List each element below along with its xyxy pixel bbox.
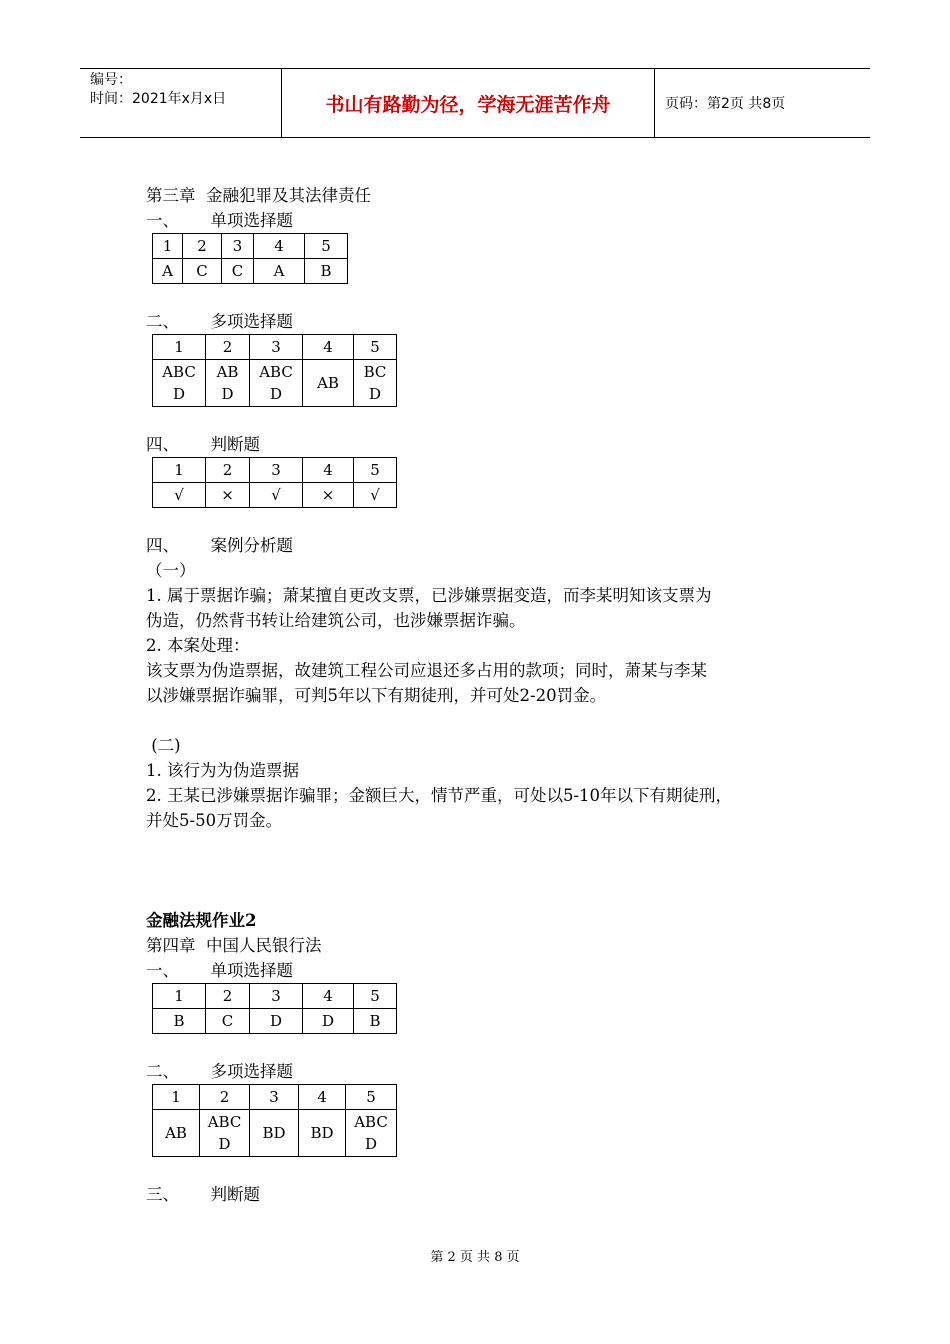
table-cell: D [303, 1009, 354, 1034]
spacer [146, 858, 826, 883]
table-cell: B [354, 1009, 397, 1034]
table-cell [346, 1110, 397, 1157]
table-cell: √ [354, 483, 397, 508]
table-cell: D [250, 1009, 303, 1034]
cell-line: ABC [162, 363, 196, 381]
case-paragraph: 2. 本案处理： [146, 636, 250, 655]
ch4-multi-table [152, 1084, 397, 1157]
page-footer: 第 2 页 共 8 页 [430, 1250, 520, 1265]
case-part2-label: (二) [146, 736, 181, 755]
table-cell: B [153, 1009, 206, 1034]
table-row [153, 1009, 397, 1034]
spacer [146, 708, 826, 733]
table-cell: × [206, 483, 250, 508]
ch3-single-heading: 一、 单项选择题 [146, 211, 293, 230]
table-cell: 3 [250, 984, 303, 1009]
table-cell [200, 1110, 250, 1157]
table-cell [303, 360, 354, 407]
table-cell: C [222, 259, 254, 284]
case-part1-label: （一） [146, 561, 196, 580]
ch3-judge-heading: 四、 判断题 [146, 435, 260, 454]
cell-line: D [269, 385, 283, 403]
table-cell: 2 [206, 335, 250, 360]
table-cell: 3 [250, 335, 303, 360]
ch3-multi-table [152, 334, 397, 407]
table-cell: 5 [305, 234, 348, 259]
case-heading: 四、 案例分析题 [146, 536, 293, 555]
ch4-multi-heading: 二、 多项选择题 [146, 1062, 293, 1081]
ch4-single-heading: 一、 单项选择题 [146, 961, 293, 980]
table-cell: C [206, 1009, 250, 1034]
case-paragraph: 以涉嫌票据诈骗罪，可判5年以下有期徒刑，并可处2-20罚金。 [146, 686, 607, 705]
ch3-single-table [152, 233, 348, 284]
table-cell: 4 [303, 458, 354, 483]
cell-line: BD [262, 1124, 286, 1142]
table-cell [354, 360, 397, 407]
spacer [146, 883, 826, 908]
case-paragraph: 并处5-50万罚金。 [146, 811, 283, 830]
table-cell: 1 [153, 234, 183, 259]
table-cell: 5 [354, 458, 397, 483]
spacer [146, 1157, 826, 1182]
table-cell: 1 [153, 984, 206, 1009]
spacer [146, 1034, 826, 1059]
cell-line: D [172, 385, 186, 403]
case-paragraph: 伪造，仍然背书转让给建筑公司，也涉嫌票据诈骗。 [146, 611, 526, 630]
table-row [153, 360, 397, 407]
table-cell [206, 360, 250, 407]
table-cell: A [254, 259, 305, 284]
table-cell: 3 [222, 234, 254, 259]
header-motto: 书山有路勤为径，学海无涯苦作舟 [282, 69, 655, 137]
table-cell: 3 [250, 1085, 299, 1110]
cell-line: ABC [354, 1113, 388, 1131]
cell-line: D [221, 385, 234, 403]
table-cell: 4 [299, 1085, 346, 1110]
case-paragraph: 1. 属于票据诈骗；萧某擅自更改支票，已涉嫌票据变造，而李某明知该支票为 [146, 586, 712, 605]
header-time-label: 时间：2021年x月x日 [90, 91, 227, 107]
ch3-multi-heading: 二、 多项选择题 [146, 312, 293, 331]
table-row [153, 335, 397, 360]
spacer [146, 833, 826, 858]
case-paragraph: 该支票为伪造票据，故建筑工程公司应退还多占用的款项；同时，萧某与李某 [146, 661, 707, 680]
table-cell [250, 360, 303, 407]
table-cell: 5 [354, 984, 397, 1009]
cell-line: AB [165, 1124, 187, 1142]
table-cell: A [153, 259, 183, 284]
cell-line: BD [310, 1124, 334, 1142]
cell-line: ABC [207, 1113, 242, 1131]
ch4-single-table [152, 983, 397, 1034]
chapter4-title: 第四章 中国人民银行法 [146, 936, 322, 955]
table-cell: 2 [200, 1085, 250, 1110]
chapter3-title: 第三章 金融犯罪及其法律责任 [146, 186, 371, 205]
homework2-title: 金融法规作业2 [146, 911, 257, 930]
table-cell: 2 [206, 984, 250, 1009]
spacer [146, 407, 826, 432]
table-cell [250, 1110, 299, 1157]
table-cell: √ [250, 483, 303, 508]
table-cell [153, 360, 206, 407]
table-cell: 5 [346, 1085, 397, 1110]
cell-line: BC [363, 363, 387, 381]
cell-line: D [364, 1135, 378, 1153]
case-paragraph: 2. 王某已涉嫌票据诈骗罪；金额巨大，情节严重，可处以5-10年以下有期徒刑， [146, 786, 733, 805]
cell-line: AB [216, 363, 239, 381]
table-cell: 1 [153, 458, 206, 483]
table-cell: 2 [206, 458, 250, 483]
header-meta [80, 69, 282, 137]
cell-line: D [368, 385, 382, 403]
table-cell: 4 [303, 335, 354, 360]
spacer [146, 284, 826, 309]
cell-line: D [218, 1135, 231, 1153]
table-row [153, 1110, 397, 1157]
table-row [153, 984, 397, 1009]
table-cell: 4 [254, 234, 305, 259]
table-cell: B [305, 259, 348, 284]
document-body [146, 183, 826, 1207]
table-row [153, 1085, 397, 1110]
table-cell [299, 1110, 346, 1157]
table-cell: 3 [250, 458, 303, 483]
table-cell: C [183, 259, 222, 284]
cell-line: ABC [259, 363, 293, 381]
spacer [146, 508, 826, 533]
header-page-info: 页码：第2页 共8页 [665, 96, 786, 112]
table-cell: 1 [153, 1085, 200, 1110]
table-cell: × [303, 483, 354, 508]
table-cell [153, 1110, 200, 1157]
table-cell: 2 [183, 234, 222, 259]
ch4-judge-heading: 三、 判断题 [146, 1185, 260, 1204]
table-row [153, 458, 397, 483]
table-row [153, 234, 348, 259]
table-row [153, 259, 348, 284]
page-header [80, 68, 870, 138]
ch3-judge-table [152, 457, 397, 508]
header-number-label: 编号： [90, 72, 132, 88]
table-cell: 1 [153, 335, 206, 360]
table-cell: 5 [354, 335, 397, 360]
case-paragraph: 1. 该行为为伪造票据 [146, 761, 299, 780]
table-row [153, 483, 397, 508]
table-cell: √ [153, 483, 206, 508]
table-cell: 4 [303, 984, 354, 1009]
cell-line: AB [317, 374, 339, 392]
